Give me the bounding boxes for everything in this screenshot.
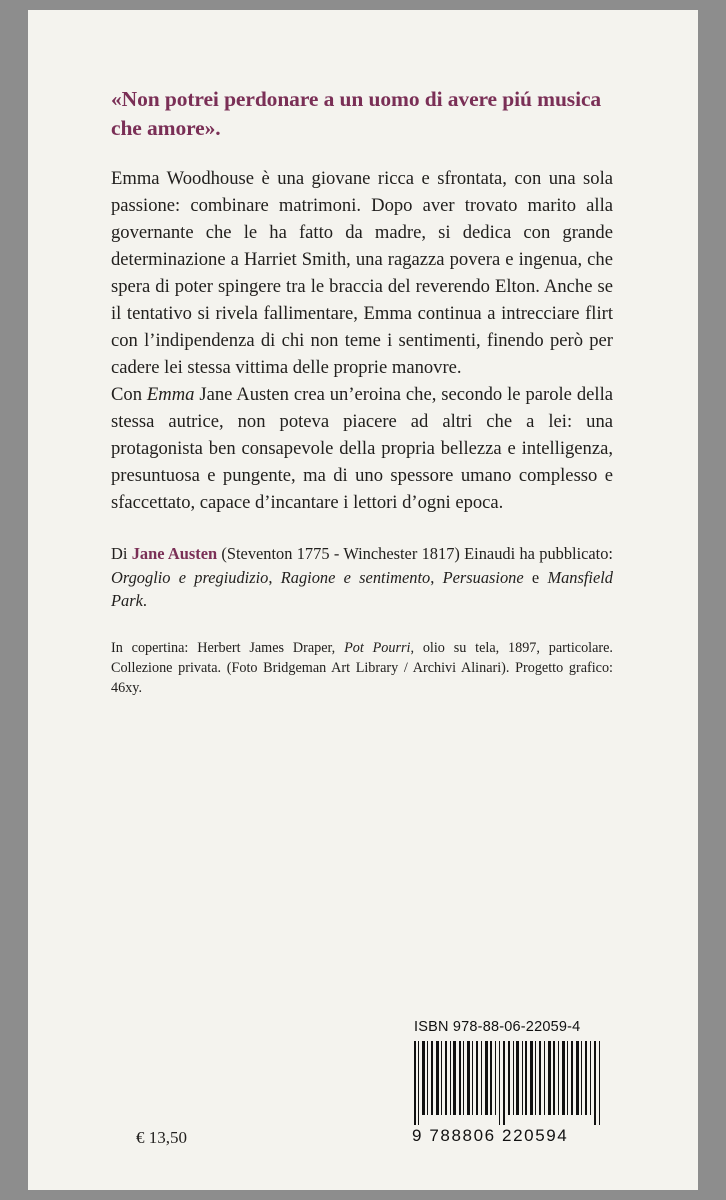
blurb	[111, 165, 613, 517]
work-title-3: Persuasione	[442, 567, 524, 587]
barcode-digits: 9 788806 220594	[412, 1126, 569, 1145]
work-sep-3: e	[523, 567, 548, 587]
work-sep-2: ,	[430, 567, 443, 587]
work-title-4: Mansfield Park	[111, 567, 613, 611]
blurb-p2-title: Emma	[146, 383, 195, 405]
isbn-barcode-block	[412, 1019, 612, 1146]
blurb-paragraph-1: Emma Woodhouse è una giovane ricca e sfrontata, con una sola passione: combinare matrimoni. Dopo aver trovato marito alla governante che le ha fatto da madre, si dedica con grande determinazione a Harriet Smith, una ragazza povera e ingenua, che spera di poter spingere tra le braccia del reverendo Elton. Anche se il tentativo si rivela fallimentare, Emma continua a intrecciare flirt con l’indipendenza di chi non teme i sentimenti, finendo però per cadere lei stessa vittima delle proprie manovre.	[111, 167, 613, 378]
cover-text-block	[111, 85, 613, 699]
credits	[111, 638, 613, 699]
work-title-1: Orgoglio e pregiudizio	[111, 567, 269, 587]
back-cover-page	[28, 10, 698, 1190]
blurb-p2-after: Jane Austen crea un’eroina che, secondo le parole della stessa autrice, non poteva piacere ad altri che a lei: una protagonista ben consapevole della propria bellezza e intelligenza, presuntuosa e pungente, ma di uno spessore umano complesso e sfaccettato, capace d’incantare i lettori d’ogni epoca.	[111, 383, 613, 514]
author-note-suffix: .	[142, 591, 147, 611]
barcode-image	[412, 1041, 610, 1125]
credits-cover-prefix: In copertina: Herbert James Draper,	[111, 639, 345, 656]
author-note	[111, 542, 613, 612]
credits-cover-suffix: , olio su tela, 1897, particolare. Collezione privata. (Foto Bridgeman Art Library / Archivi Alinari).	[111, 639, 613, 676]
credits-artwork-title: Pot Pourri	[344, 639, 411, 656]
work-title-2: Ragione e sentimento	[280, 567, 431, 587]
author-dates: (Steventon 1775 - Winchester 1817) Einaudi ha pubblicato:	[217, 544, 613, 564]
author-name: Jane Austen	[131, 544, 218, 564]
blurb-p2-before: Con	[111, 383, 147, 405]
author-note-prefix: Di	[111, 544, 132, 564]
blurb-paragraph-2	[111, 381, 613, 516]
isbn-label: ISBN 978-88-06-22059-4	[414, 1019, 581, 1035]
work-sep-1: ,	[268, 567, 281, 587]
price-label: € 13,50	[136, 1128, 187, 1147]
credits-design: Progetto grafico: 46xy.	[111, 660, 613, 697]
pull-quote: «Non potrei perdonare a un uomo di avere piú musica che amore».	[111, 87, 602, 140]
